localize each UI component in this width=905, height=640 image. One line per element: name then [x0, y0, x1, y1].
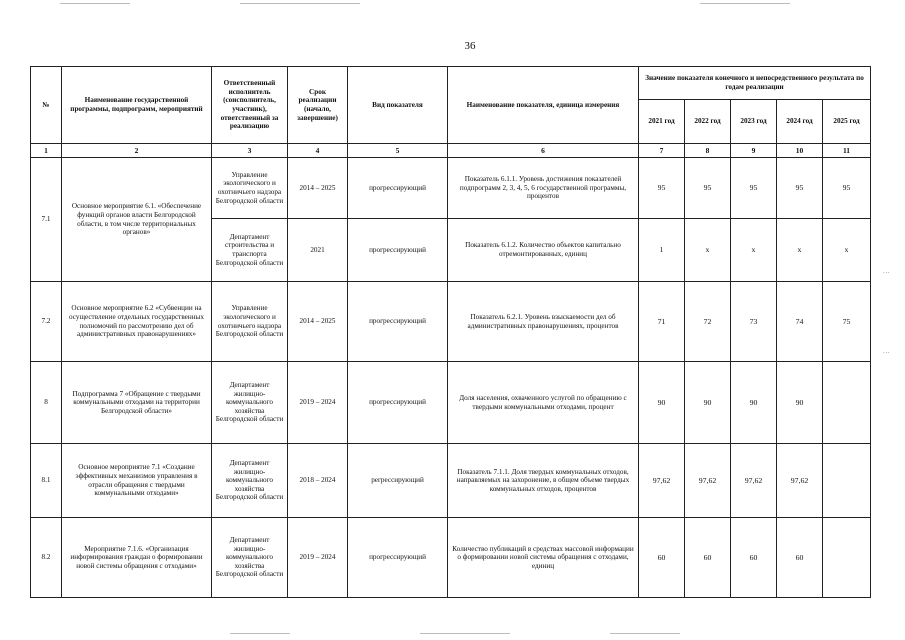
- indicator-name: Показатель 6.1.1. Уровень достижения показателей подпрограмм 2, 3, 4, 5, 6 государственной программы, процентов: [448, 158, 639, 219]
- value-2022: х: [685, 219, 731, 282]
- measure-name: Основное мероприятие 7.1 «Создание эффективных механизмов управления в отрасли обращения с твердыми коммунальными отходами»: [62, 444, 212, 518]
- column-number: 1: [31, 144, 62, 158]
- page-number: 36: [464, 40, 476, 52]
- value-2021: 1: [639, 219, 685, 282]
- scan-edge-line: [240, 3, 360, 4]
- indicator-type: прогрессирующий: [348, 282, 448, 362]
- column-number: 11: [823, 144, 871, 158]
- value-2022: 90: [685, 362, 731, 444]
- indicator-name: Показатель 6.1.2. Количество объектов капитально отремонтированных, единиц: [448, 219, 639, 282]
- value-2024: 90: [777, 362, 823, 444]
- value-2024: 97,62: [777, 444, 823, 518]
- header-term: Срок реализации (начало, завершение): [288, 67, 348, 144]
- program-indicators-table: [30, 66, 871, 598]
- value-2022: 72: [685, 282, 731, 362]
- header-values-group: Значение показателя конечного и непосредственного результата по годам реализации: [639, 67, 871, 100]
- value-2025: [823, 518, 871, 598]
- value-2021: 71: [639, 282, 685, 362]
- measure-name: Подпрограмма 7 «Обращение с твердыми коммунальными отходами на территории Белгородской области»: [62, 362, 212, 444]
- table-row: [31, 518, 871, 598]
- indicator-type: прогрессирующий: [348, 219, 448, 282]
- term: 2018 – 2024: [288, 444, 348, 518]
- value-2021: 97,62: [639, 444, 685, 518]
- value-2022: 60: [685, 518, 731, 598]
- column-numbers-row: [31, 144, 871, 158]
- value-2023: 90: [731, 362, 777, 444]
- row-number: 8.2: [31, 518, 62, 598]
- column-number: 7: [639, 144, 685, 158]
- header-year-2025: 2025 год: [823, 100, 871, 144]
- header-name: Наименование государственной программы, подпрограмм, мероприятий: [62, 67, 212, 144]
- table-row: [31, 158, 871, 219]
- value-2025: 95: [823, 158, 871, 219]
- row-number: 7.1: [31, 158, 62, 282]
- executor: Департамент строительства и транспорта Белгородской области: [212, 219, 288, 282]
- header-no: №: [31, 67, 62, 144]
- indicator-type: прогрессирующий: [348, 518, 448, 598]
- value-2025: [823, 362, 871, 444]
- value-2021: 90: [639, 362, 685, 444]
- value-2022: 95: [685, 158, 731, 219]
- term: 2014 – 2025: [288, 282, 348, 362]
- value-2021: 95: [639, 158, 685, 219]
- value-2024: 74: [777, 282, 823, 362]
- margin-scan-mark: ⋮: [882, 269, 889, 276]
- measure-name: Основное мероприятие 6.1. «Обеспечение функций органов власти Белгородской области, в том числе территориальных органов»: [62, 158, 212, 282]
- column-number: 2: [62, 144, 212, 158]
- table-row: [31, 362, 871, 444]
- executor: Департамент жилищно-коммунального хозяйства Белгородской области: [212, 444, 288, 518]
- header-indicator-name: Наименование показателя, единица измерения: [448, 67, 639, 144]
- value-2025: [823, 444, 871, 518]
- table-row: [31, 444, 871, 518]
- header-indicator-type: Вид показателя: [348, 67, 448, 144]
- term: 2019 – 2024: [288, 362, 348, 444]
- value-2023: 95: [731, 158, 777, 219]
- indicator-type: регрессирующий: [348, 444, 448, 518]
- term: 2021: [288, 219, 348, 282]
- indicator-name: Доля населения, охваченного услугой по обращению с твердыми коммунальными отходами, процент: [448, 362, 639, 444]
- value-2025: 75: [823, 282, 871, 362]
- scan-edge-line: [700, 3, 790, 4]
- value-2022: 97,62: [685, 444, 731, 518]
- value-2024: х: [777, 219, 823, 282]
- scan-edge-line: [60, 3, 130, 4]
- value-2023: 60: [731, 518, 777, 598]
- value-2021: 60: [639, 518, 685, 598]
- column-number: 8: [685, 144, 731, 158]
- value-2024: 60: [777, 518, 823, 598]
- column-number: 6: [448, 144, 639, 158]
- scan-edge-line: [420, 633, 510, 634]
- header-year-2024: 2024 год: [777, 100, 823, 144]
- header-year-2021: 2021 год: [639, 100, 685, 144]
- header-year-2022: 2022 год: [685, 100, 731, 144]
- header-executor: Ответственный исполнитель (соисполнитель, участник), ответственный за реализацию: [212, 67, 288, 144]
- column-number: 4: [288, 144, 348, 158]
- value-2023: х: [731, 219, 777, 282]
- term: 2014 – 2025: [288, 158, 348, 219]
- value-2023: 97,62: [731, 444, 777, 518]
- executor: Управление экологического и охотничьего надзора Белгородской области: [212, 158, 288, 219]
- row-number: 8: [31, 362, 62, 444]
- executor: Департамент жилищно-коммунального хозяйства Белгородской области: [212, 518, 288, 598]
- column-number: 9: [731, 144, 777, 158]
- indicator-name: Показатель 7.1.1. Доля твердых коммунальных отходов, направляемых на захоронение, в общем объеме твердых коммунальных отходов, процентов: [448, 444, 639, 518]
- row-number: 8.1: [31, 444, 62, 518]
- column-number: 10: [777, 144, 823, 158]
- column-number: 3: [212, 144, 288, 158]
- value-2024: 95: [777, 158, 823, 219]
- value-2025: х: [823, 219, 871, 282]
- header-year-2023: 2023 год: [731, 100, 777, 144]
- term: 2019 – 2024: [288, 518, 348, 598]
- measure-name: Мероприятие 7.1.6. «Организация информирования граждан о формировании новой системы обращения с отходами»: [62, 518, 212, 598]
- column-number: 5: [348, 144, 448, 158]
- indicator-name: Количество публикаций в средствах массовой информации о формировании новой системы обращения с отходами, единиц: [448, 518, 639, 598]
- measure-name: Основное мероприятие 6.2 «Субвенции на осуществление отдельных государственных полномочий по рассмотрению дел об административных правонарушениях»: [62, 282, 212, 362]
- row-number: 7.2: [31, 282, 62, 362]
- executor: Управление экологического и охотничьего надзора Белгородской области: [212, 282, 288, 362]
- indicator-type: прогрессирующий: [348, 158, 448, 219]
- table-row: [31, 282, 871, 362]
- scan-edge-line: [610, 633, 680, 634]
- margin-scan-mark: ⋮: [882, 349, 889, 356]
- indicator-type: прогрессирующий: [348, 362, 448, 444]
- value-2023: 73: [731, 282, 777, 362]
- indicator-name: Показатель 6.2.1. Уровень взыскаемости дел об административных правонарушениях, процентов: [448, 282, 639, 362]
- scan-edge-line: [230, 633, 290, 634]
- executor: Департамент жилищно-коммунального хозяйства Белгородской области: [212, 362, 288, 444]
